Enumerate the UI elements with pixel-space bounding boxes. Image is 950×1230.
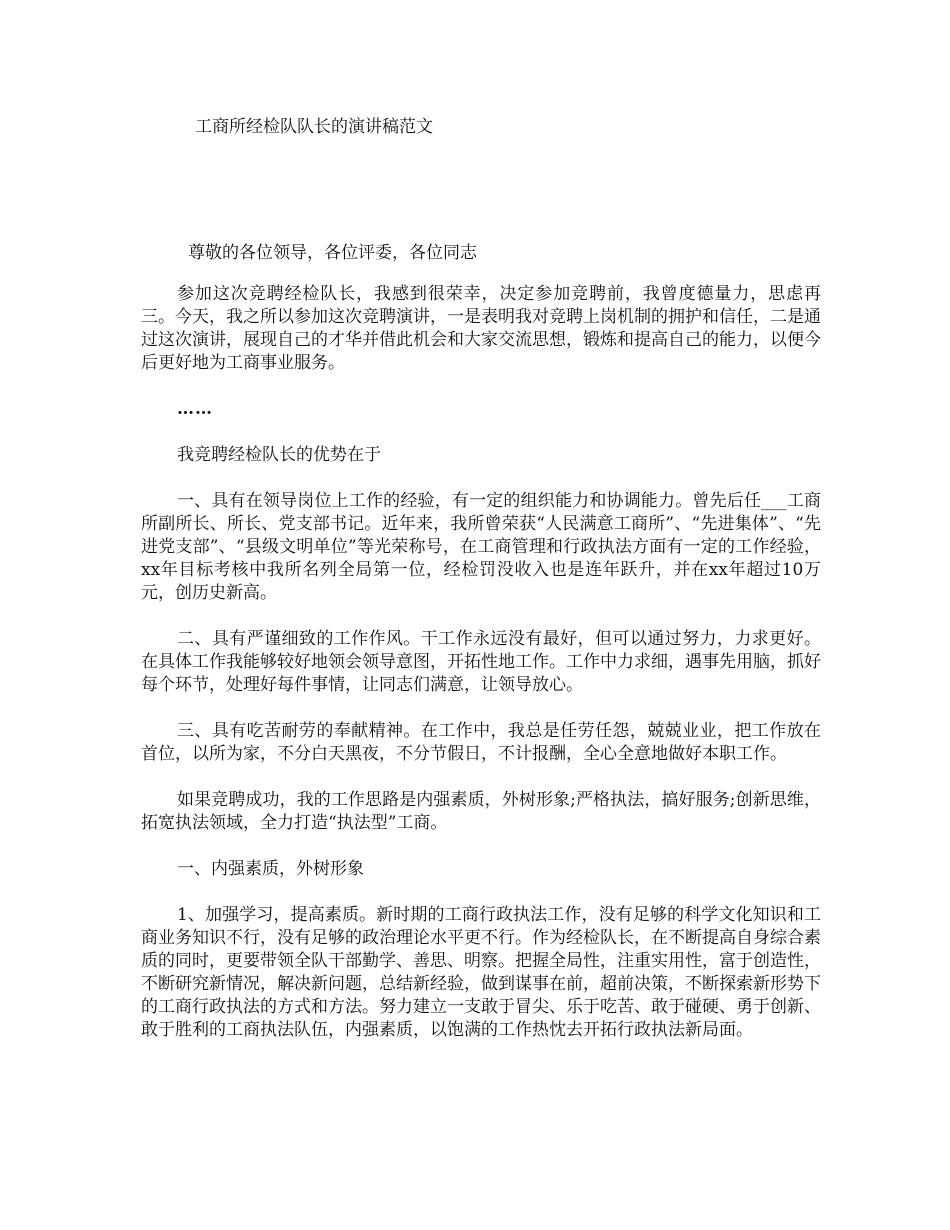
- paragraph-advantage-3: 三、具有吃苦耐劳的奉献精神。在工作中，我总是任劳任怨，兢兢业业，把工作放在首位，以所为家，不分白天黑夜，不分节假日，不计报酬，全心全意地做好本职工作。: [141, 721, 821, 764]
- greeting-line: 尊敬的各位领导，各位评委，各位同志: [188, 243, 477, 263]
- document-title: 工商所经检队队长的演讲稿范文: [195, 117, 433, 137]
- paragraph-advantage-1: 一、具有在领导岗位上工作的经验，有一定的组织能力和协调能力。曾先后任___工商所副所长、所长、党支部书记。近年来，我所曾荣获“人民满意工商所”、“先进集体”、“先进党支部”、“县级文明单位”等光荣称号，在工商管理和行政执法方面有一定的工作经验，xx年目标考核中我所名列全局第一位，经检罚没收入也是连年跃升，并在xx年超过10万元，创历史新高。: [141, 491, 821, 603]
- paragraph-ellipsis: ……: [177, 399, 213, 419]
- paragraph-advantage-2: 二、具有严谨细致的工作作风。干工作永远没有最好，但可以通过努力，力求更好。在具体工作我能够较好地领会领导意图，开拓性地工作。工作中力求细，遇事先用脑，抓好每个环节，处理好每件事情，让同志们满意，让领导放心。: [141, 629, 821, 695]
- paragraph-intro: 参加这次竞聘经检队长，我感到很荣幸，决定参加竞聘前，我曾度德量力，思虑再三。今天，我之所以参加这次竞聘演讲，一是表明我对竞聘上岗机制的拥护和信任，二是通过这次演讲，展现自己的才华并借此机会和大家交流思想，锻炼和提高自己的能力，以便今后更好地为工商事业服务。: [141, 284, 821, 373]
- paragraph-section-1-item-1: 1、加强学习，提高素质。新时期的工商行政执法工作，没有足够的科学文化知识和工商业务知识不行，没有足够的政治理论水平更不行。作为经检队长，在不断提高自身综合素质的同时，更要带领全队干部勤学、善思、明察。把握全局性，注重实用性，富于创造性，不断研究新情况，解决新问题，总结新经验，做到谋事在前，超前决策，不断探索新形势下的工商行政执法的方式和方法。努力建立一支敢于冒尖、乐于吃苦、敢于碰硬、勇于创新、敢于胜利的工商执法队伍，内强素质，以饱满的工作热忱去开拓行政执法新局面。: [141, 905, 821, 1040]
- paragraph-work-plan: 如果竞聘成功，我的工作思路是内强素质，外树形象;严格执法，搞好服务;创新思维，拓宽执法领域，全力打造“执法型”工商。: [141, 790, 821, 833]
- paragraph-section-1-heading: 一、内强素质，外树形象: [177, 859, 364, 879]
- document-body: [141, 283, 821, 1065]
- paragraph-advantages-heading: 我竞聘经检队长的优势在于: [177, 445, 381, 465]
